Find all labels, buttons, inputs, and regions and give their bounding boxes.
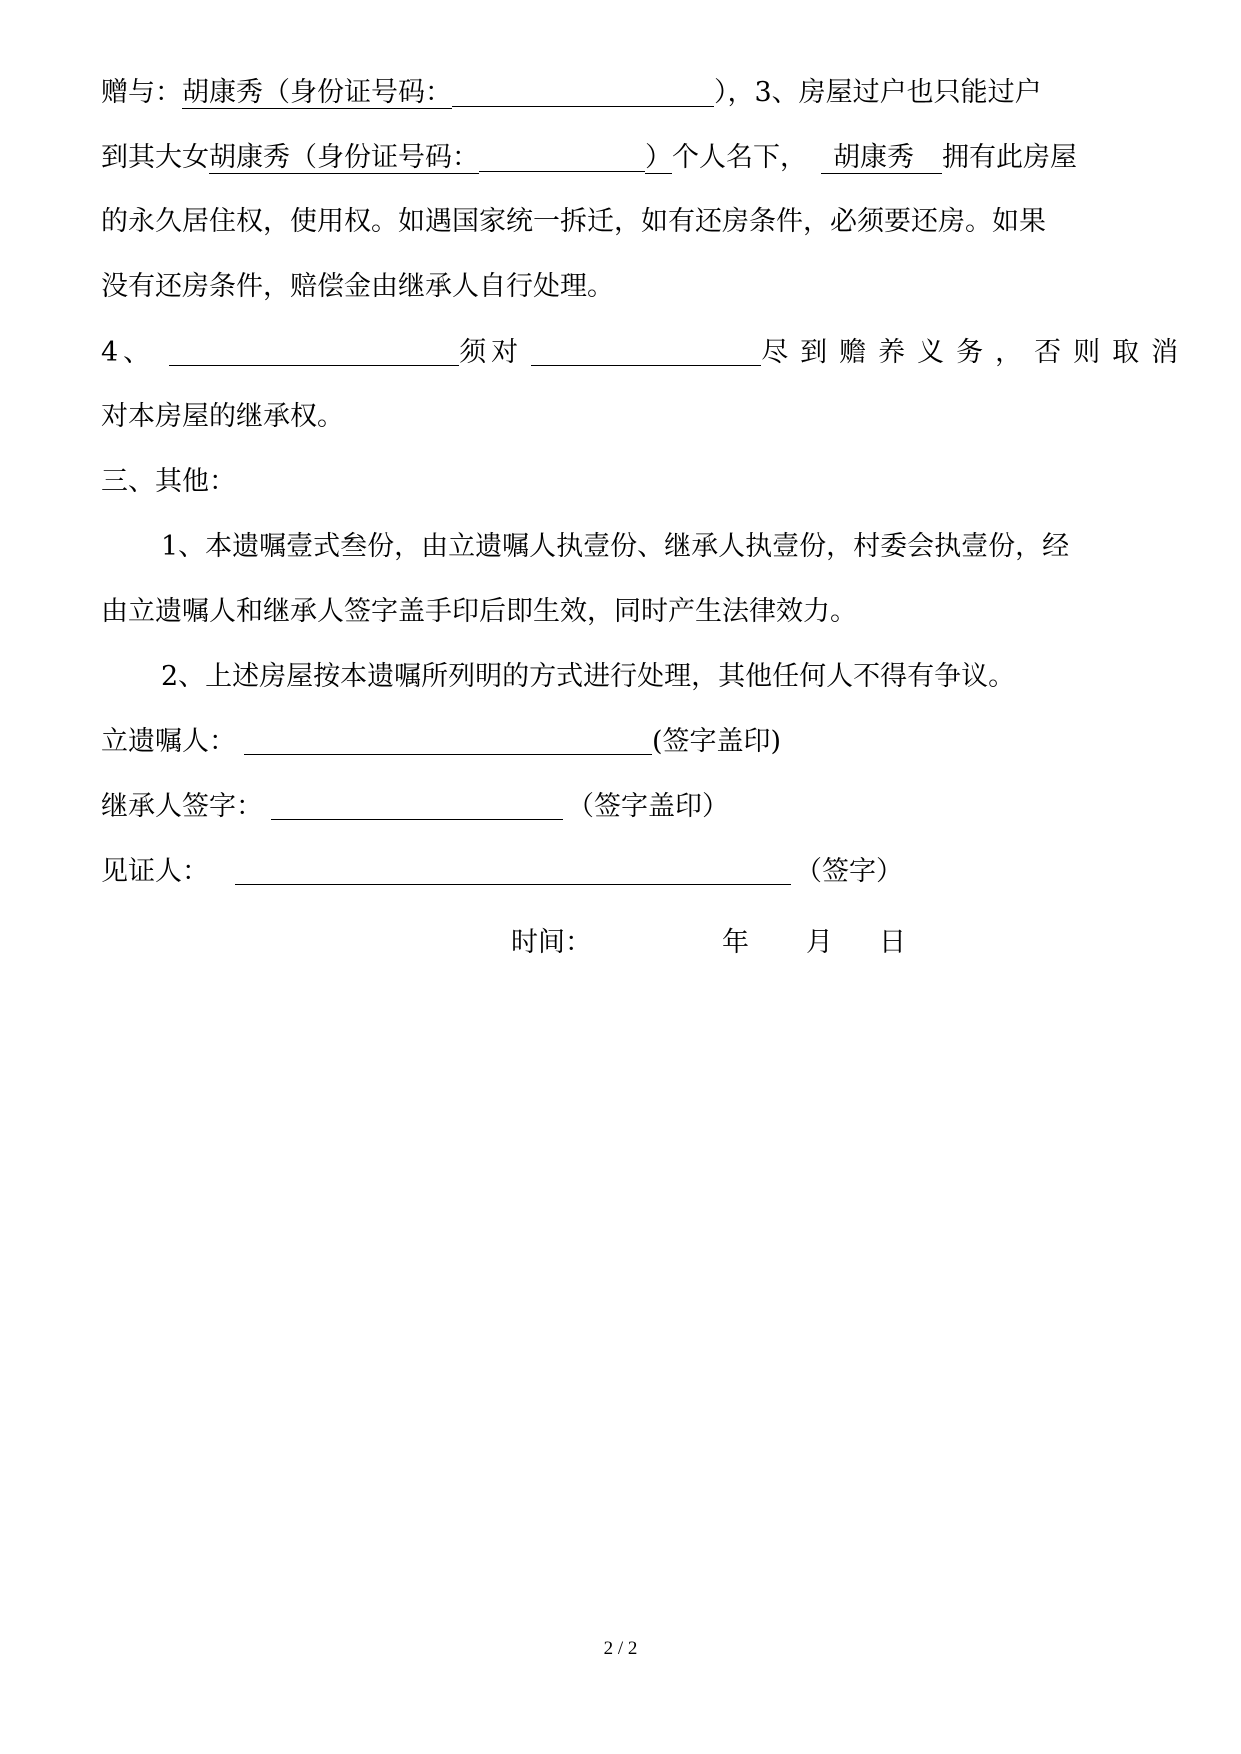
text-segment: ），3、房屋过户也只能过户: [714, 77, 1042, 108]
testator-signature-line: [101, 727, 781, 755]
witness-note: （签字）: [795, 856, 903, 887]
paragraph-line: 对本房屋的继承权。: [101, 401, 344, 432]
date-month: 月: [806, 927, 833, 958]
section-heading: 三、其他：: [101, 466, 236, 497]
paragraph-line: 没有还房条件，赔偿金由继承人自行处理。: [101, 271, 614, 302]
date-year: 年: [722, 927, 749, 958]
daughter-name-text: 胡康秀（身份证号码：: [209, 142, 479, 173]
testator-label: 立遗嘱人：: [101, 726, 236, 757]
paragraph-line: [101, 144, 1077, 172]
paragraph-line: 2、上述房屋按本遗嘱所列明的方式进行处理，其他任何人不得有争议。: [161, 661, 1016, 692]
paragraph-line: 1、本遗嘱壹式叁份，由立遗嘱人执壹份、继承人执壹份，村委会执壹份，经: [161, 531, 1070, 562]
text-segment: 尽到赡养义务，否则取消: [761, 337, 1191, 368]
testator-note: (签字盖印): [652, 726, 782, 757]
paragraph-line: [101, 338, 1190, 366]
date-day: 日: [879, 927, 906, 958]
text-segment: 须对: [459, 337, 524, 368]
dependant-name-blank: [531, 338, 761, 366]
text-segment: 拥有此房屋: [942, 142, 1077, 173]
date-label: 时间：: [511, 927, 592, 958]
text-segment: 个人名下，: [672, 142, 807, 173]
text-segment: 4、: [101, 337, 156, 368]
paragraph-line: 的永久居住权，使用权。如遇国家统一拆迁，如有还房条件，必须要还房。如果: [101, 206, 1046, 237]
id-number-blank: [452, 79, 714, 107]
date-line: [511, 929, 906, 956]
heir-signature-line: [101, 792, 729, 820]
testator-signature-field[interactable]: [244, 727, 652, 755]
witness-signature-line: [101, 857, 903, 885]
witness-signature-field[interactable]: [235, 857, 791, 885]
text-segment: 到其大女: [101, 142, 209, 173]
donee-name-text: 胡康秀（身份证号码：: [182, 77, 452, 108]
witness-label: 见证人：: [101, 856, 209, 887]
text-segment: ）: [645, 142, 672, 173]
page-number: 2 / 2: [603, 1638, 638, 1659]
paragraph-line: 由立遗嘱人和继承人签字盖手印后即生效，同时产生法律效力。: [101, 596, 857, 627]
heir-note: （签字盖印）: [567, 791, 729, 822]
id-number-blank: [479, 144, 645, 172]
heir-signature-field[interactable]: [271, 792, 563, 820]
text-segment: 赠与：: [101, 77, 182, 108]
paragraph-line: [101, 79, 1042, 107]
heir-label: 继承人签字：: [101, 791, 263, 822]
resident-name-text: 胡康秀: [821, 142, 942, 174]
heir-name-blank: [169, 338, 459, 366]
